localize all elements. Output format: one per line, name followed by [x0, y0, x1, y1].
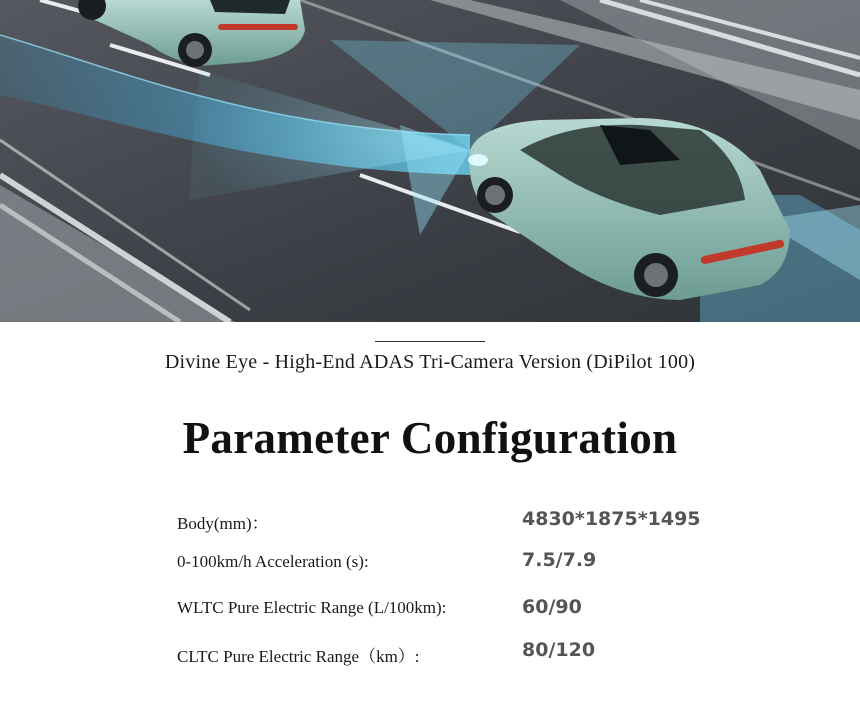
- param-value-acceleration: 7.5/7.9: [522, 549, 597, 571]
- param-value-body: 4830*1875*1495: [522, 508, 701, 530]
- adas-illustration: [0, 0, 860, 322]
- param-label-wltc-range: WLTC Pure Electric Range (L/100km):: [177, 598, 447, 617]
- page-heading: Parameter Configuration: [182, 413, 678, 463]
- param-label-body: Body(mm)：: [177, 514, 269, 533]
- param-value-cltc-range: 80/120: [522, 639, 596, 661]
- version-subtitle: Divine Eye - High-End ADAS Tri-Camera Version (DiPilot 100): [164, 351, 696, 373]
- hero-image: [0, 0, 860, 322]
- param-label-acceleration: 0-100km/h Acceleration (s):: [177, 552, 369, 571]
- param-value-wltc-range: 60/90: [522, 596, 582, 618]
- param-label-cltc-range: CLTC Pure Electric Range（km）:: [177, 647, 420, 666]
- divider: [375, 341, 485, 342]
